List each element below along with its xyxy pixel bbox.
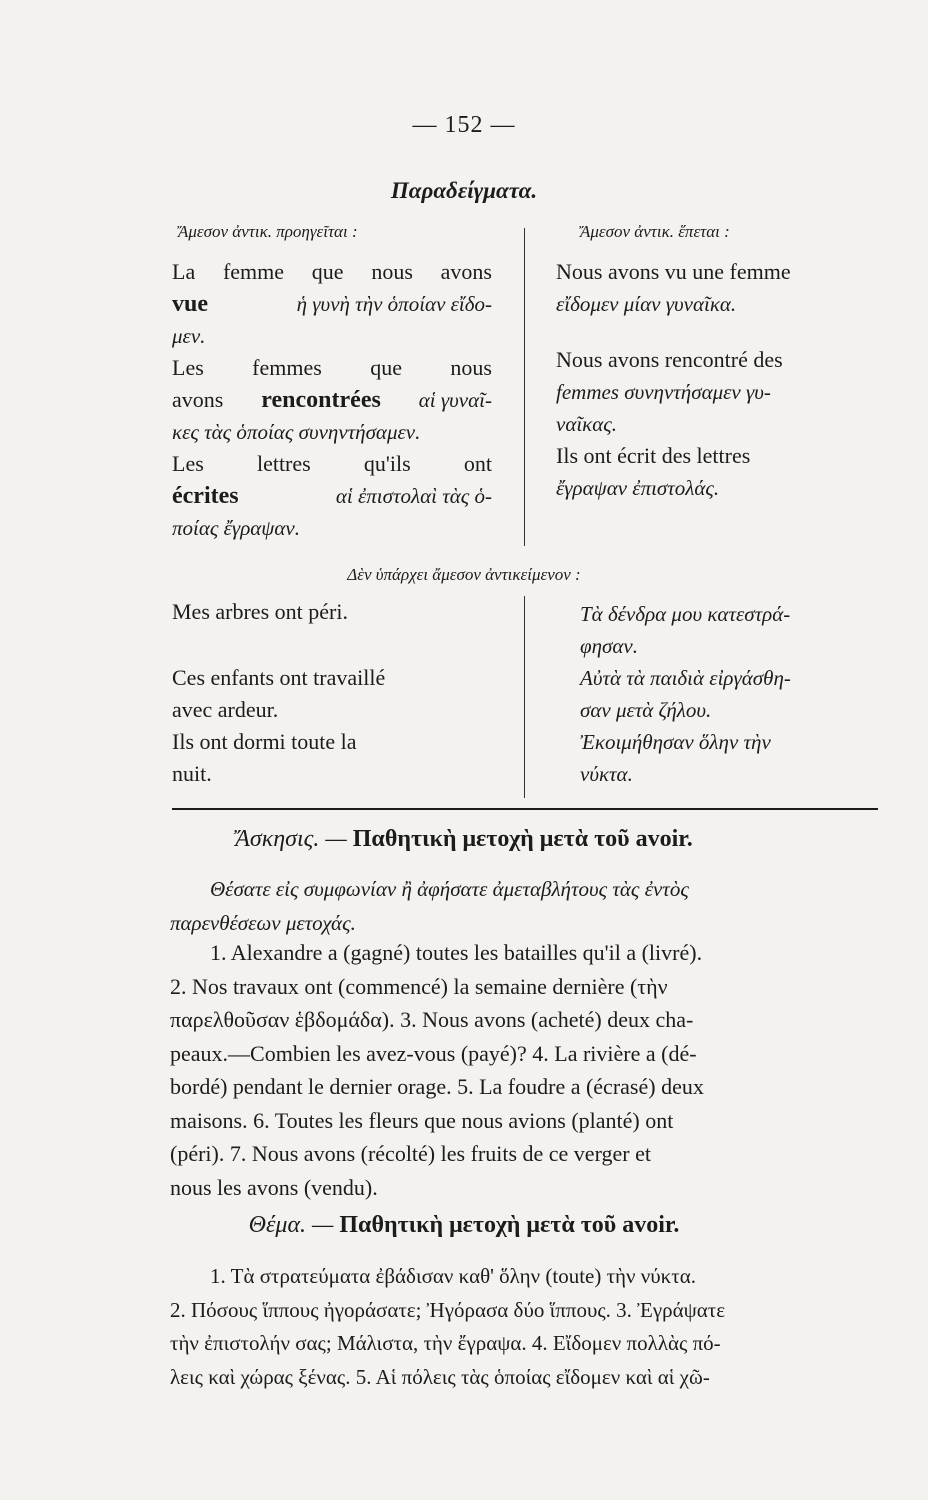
text-line: La femme que nous avons bbox=[172, 259, 492, 284]
text-line: 2. Πόσους ἵππους ἠγοράσατε; Ἠγόρασα δύο ἵππους. 3. Ἐγράψατε bbox=[170, 1297, 726, 1322]
text-line: ποίας ἔγραψαν. bbox=[172, 516, 300, 540]
text-line: vue ἡ γυνὴ τὴν ὁποίαν εἴδο- bbox=[172, 291, 492, 317]
text-line: 2. Nos travaux ont (commencé) la semaine dernière (τὴν bbox=[170, 973, 668, 999]
text-line: Nous avons vu une femme bbox=[556, 259, 791, 284]
theme-sentences bbox=[170, 1260, 878, 1394]
page-title: Παραδείγματα. bbox=[390, 178, 538, 203]
left-examples bbox=[172, 256, 492, 544]
text-line: μεν. bbox=[172, 324, 206, 348]
text-line: écrites αἱ ἐπιστολαὶ τὰς ὁ- bbox=[172, 483, 492, 509]
text-line: εἴδομεν μίαν γυναῖκα. bbox=[556, 292, 737, 316]
right-examples-2 bbox=[580, 598, 878, 790]
text-line: λεις καὶ χώρας ξένας. 5. Αἱ πόλεις τὰς ὁποίας εἴδομεν καὶ αἱ χῶ- bbox=[170, 1364, 710, 1389]
page-number: — 152 — bbox=[412, 112, 516, 138]
text-line: Τὰ δένδρα μου κατεστρά- bbox=[580, 602, 791, 626]
exercise-instruction bbox=[170, 872, 878, 940]
text-line: Nous avons rencontré des bbox=[556, 347, 783, 372]
text-line: peaux.—Combien les avez-vous (payé)? 4. La rivière a (dé- bbox=[170, 1040, 697, 1066]
text-line: maisons. 6. Toutes les fleurs que nous avions (planté) ont bbox=[170, 1107, 674, 1133]
text-line: (péri). 7. Nous avons (récolté) les fruits de ce verger et bbox=[170, 1141, 651, 1166]
text-line: avons rencontrées αἱ γυναῖ- bbox=[172, 387, 492, 413]
text-line: Les lettres qu'ils ont bbox=[172, 451, 492, 476]
text-line: φησαν. bbox=[580, 634, 638, 658]
exercise-sentences bbox=[170, 936, 878, 1204]
text-line: Ils ont dormi toute la bbox=[172, 729, 357, 754]
text-line: κες τὰς ὁποίας συνηντήσαμεν. bbox=[172, 420, 421, 444]
text-line: Les femmes que nous bbox=[172, 355, 492, 380]
text-line: σαν μετὰ ζήλου. bbox=[580, 698, 712, 722]
text-line: Ces enfants ont travaillé bbox=[172, 665, 386, 690]
exercise-title: Ἄσκησις. — Παθητικὴ μετοχὴ μετὰ τοῦ avoir. bbox=[235, 826, 693, 852]
text-line: ναῖκας. bbox=[556, 412, 618, 436]
section-divider bbox=[172, 808, 878, 810]
theme-title: Θέμα. — Παθητικὴ μετοχὴ μετὰ τοῦ avoir. bbox=[248, 1212, 680, 1238]
text-line: femmes συνηντήσαμεν γυ- bbox=[556, 380, 771, 404]
text-line: nous les avons (vendu). bbox=[170, 1174, 378, 1200]
text-line: παρελθοῦσαν ἑβδομάδα). 3. Nous avons (acheté) deux cha- bbox=[170, 1007, 694, 1032]
text-line: avec ardeur. bbox=[172, 697, 279, 722]
left-column-header: Ἄμεσον ἀντικ. προηγεῖται : bbox=[178, 222, 358, 241]
text-line: Mes arbres ont péri. bbox=[172, 599, 348, 624]
text-line: τὴν ἐπιστολήν σας; Μάλιστα, τὴν ἔγραψα. 4. Εἴδομεν πολλὰς πό- bbox=[170, 1331, 721, 1355]
text-line: Ἐκοιμήθησαν ὅλην τὴν bbox=[580, 730, 771, 754]
right-column-header: Ἄμεσον ἀντικ. ἕπεται : bbox=[580, 222, 730, 241]
left-examples-2 bbox=[172, 596, 492, 790]
text-line: Ils ont écrit des lettres bbox=[556, 443, 751, 468]
text-line: nuit. bbox=[172, 761, 212, 786]
text-line: 1. Τὰ στρατεύματα ἐβάδισαν καθ' ὅλην (toute) τὴν νύκτα. bbox=[210, 1264, 696, 1288]
text-line: 1. Alexandre a (gagné) toutes les batailles qu'il a (livré). bbox=[210, 940, 703, 965]
column-divider bbox=[524, 596, 525, 798]
text-line: νύκτα. bbox=[580, 762, 633, 786]
text-line: ἔγραψαν ἐπιστολάς. bbox=[556, 476, 720, 500]
no-direct-object-heading: Δὲν ὑπάρχει ἄμεσον ἀντικείμενον : bbox=[347, 565, 581, 584]
text-line: bordé) pendant le dernier orage. 5. La foudre a (écrasé) deux bbox=[170, 1074, 704, 1099]
right-examples bbox=[556, 256, 878, 504]
text-line: παρενθέσεων μετοχάς. bbox=[170, 911, 356, 935]
text-line: Θέσατε εἰς συμφωνίαν ἢ ἀφήσατε ἀμεταβλήτους τὰς ἐντὸς bbox=[210, 877, 689, 901]
text-line: Αὐτὰ τὰ παιδιὰ εἰργάσθη- bbox=[580, 666, 791, 690]
column-divider bbox=[524, 228, 525, 546]
